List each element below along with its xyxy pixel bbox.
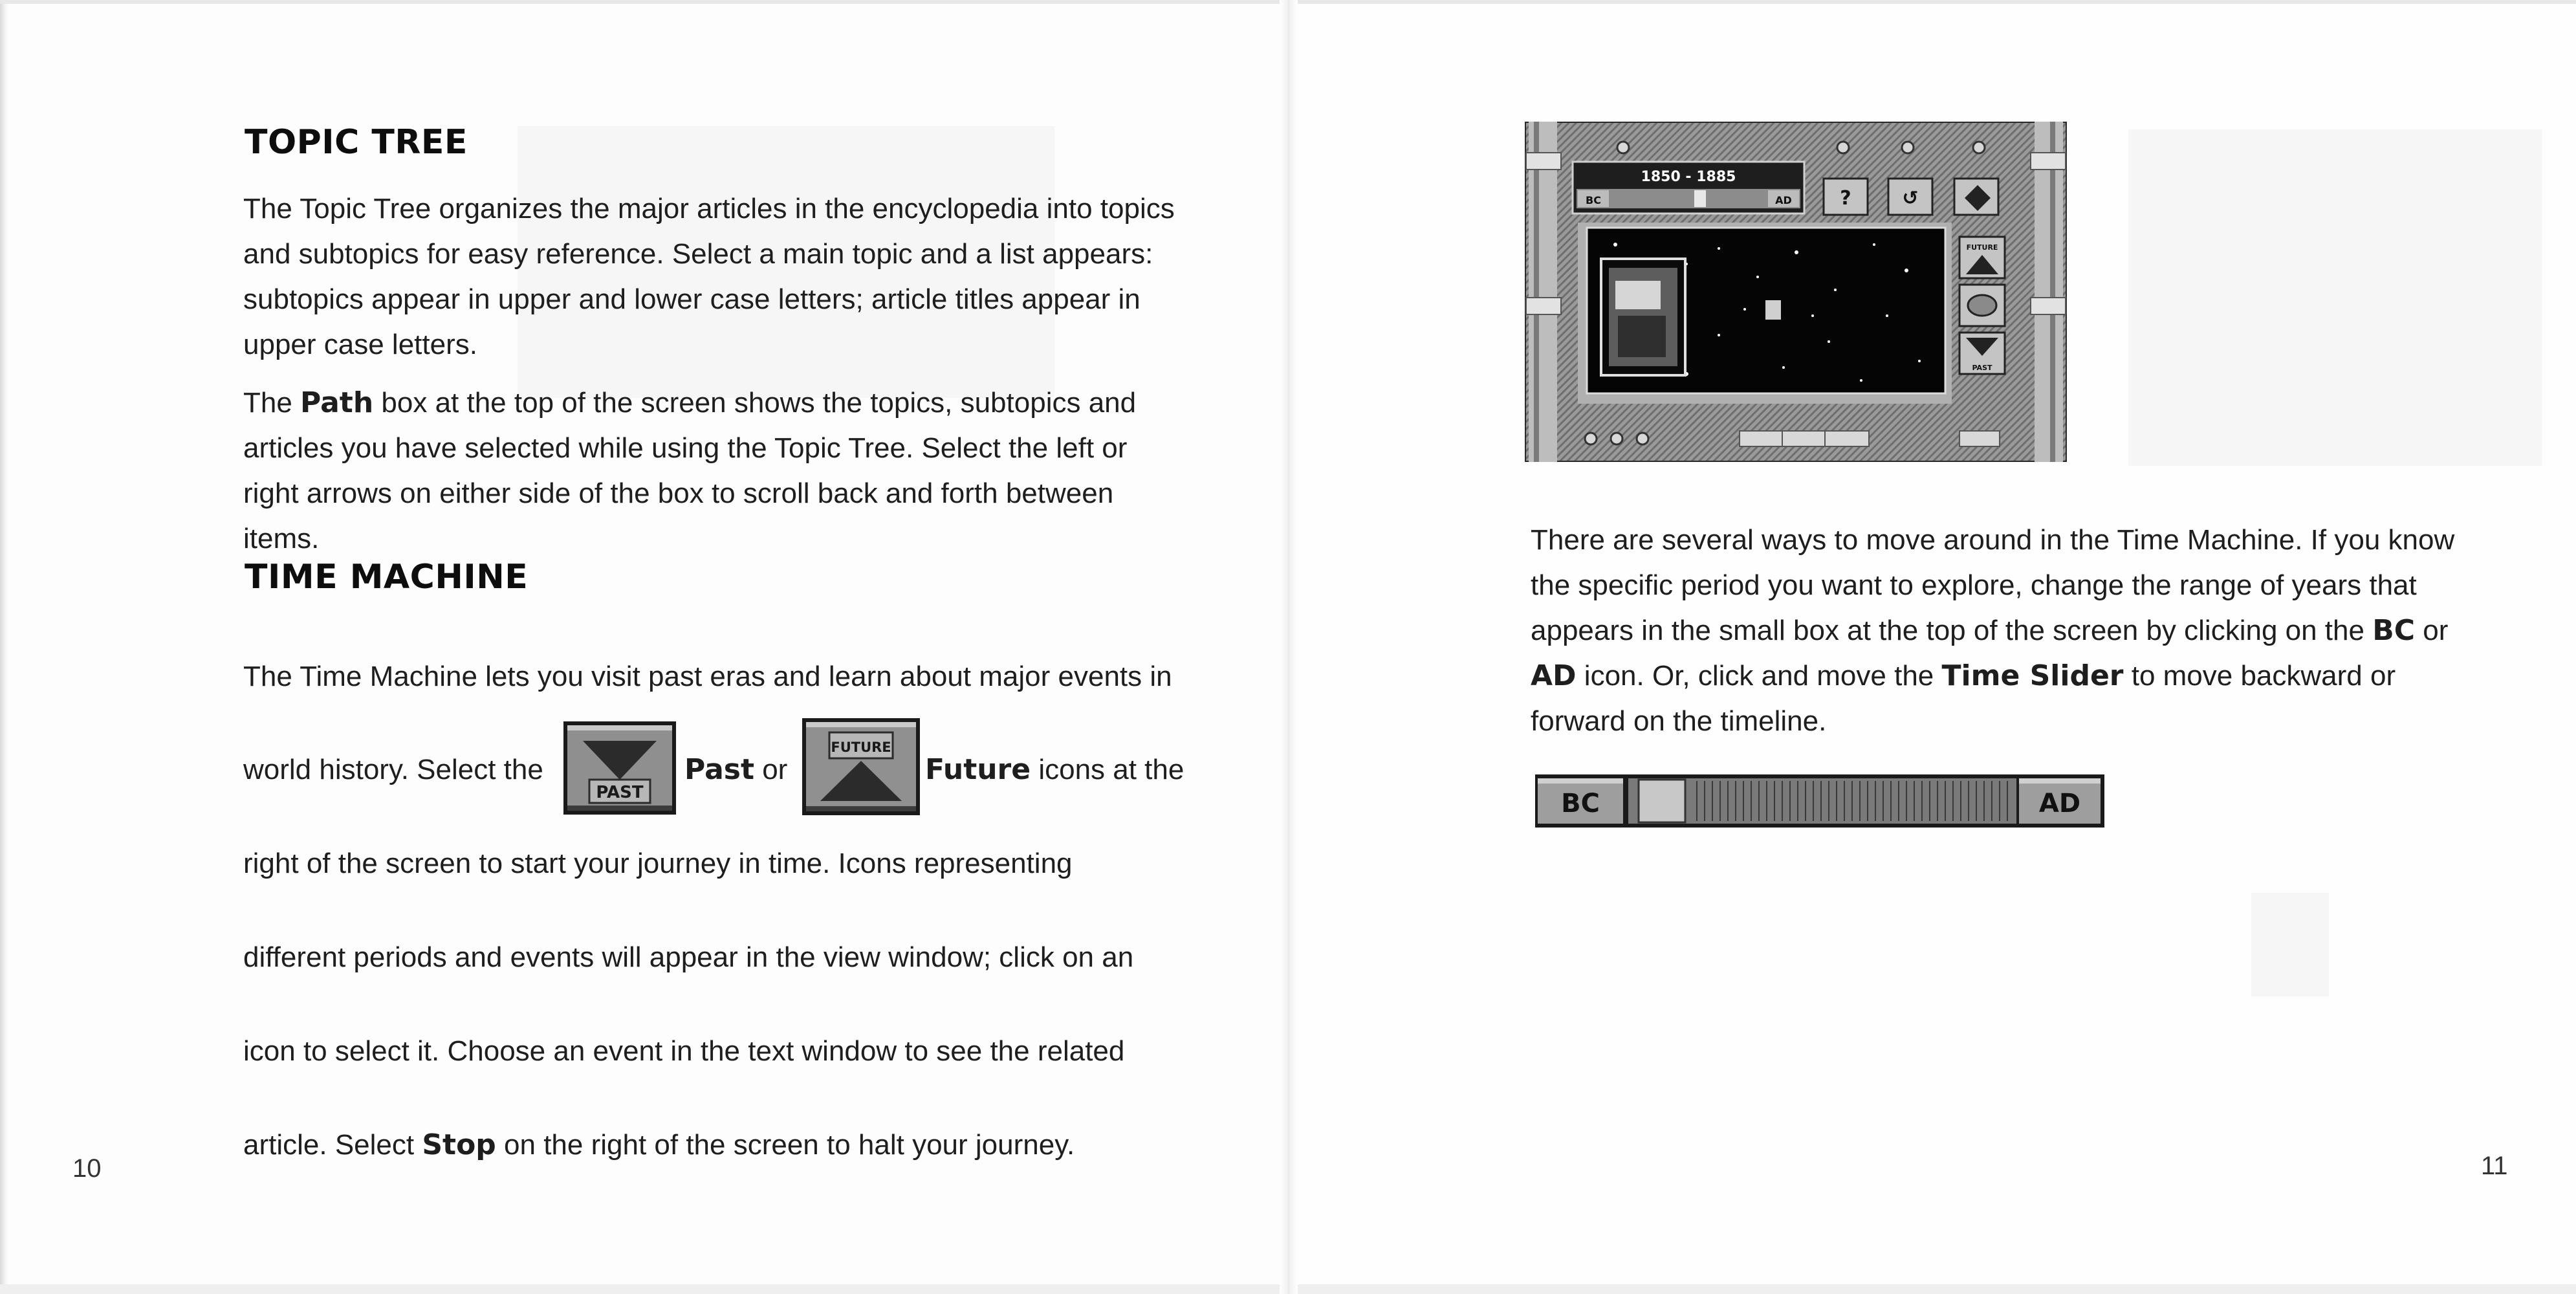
topic-tree-paragraph-2 [243,380,1188,562]
svg-text:AD: AD [1775,194,1792,206]
time-machine-line-4: different periods and events will appear in the view window; click on an [243,941,1134,973]
time-machine-right-paragraph [1531,518,2475,744]
time-machine-line-2b [684,752,787,788]
text-run: article. Select [243,1129,422,1161]
page-number-right: 11 [2481,1152,2508,1180]
past-term: Past [684,753,754,786]
svg-text:FUTURE: FUTURE [831,740,891,755]
svg-text:BC: BC [1586,194,1601,206]
svg-text:BC: BC [1561,789,1600,818]
future-icon [802,718,920,815]
time-machine-line-1: The Time Machine lets you visit past eras and learn about major events in [243,661,1172,692]
text-run: The [243,387,301,419]
book-gutter [1280,0,1298,1294]
time-machine-screenshot [1525,122,2067,462]
text-run: world history. Select the [243,754,543,785]
text-run: to move backward or forward on the timeline. [1531,660,2396,737]
page-edge [0,0,9,1294]
stop-term: Stop [422,1128,496,1161]
text-run: icons at the [1031,754,1184,785]
time-machine-line-2c [925,752,1184,788]
time-machine-line-5: icon to select it. Choose an event in the text window to see the related [243,1035,1125,1067]
text-run: There are several ways to move around in the Time Machine. If you know the specific period you want to explore, change the range of years that appears in the small box at the top of the screen by clicking on the [1531,524,2455,646]
svg-text:↺: ↺ [1902,187,1919,210]
topic-tree-heading: TOPIC TREE [245,123,468,162]
text-run: or [754,754,788,785]
svg-text:AD: AD [2038,789,2081,818]
text-run: on the right of the screen to halt your journey. [496,1129,1075,1161]
text-run: box at the top of the screen shows the topics, subtopics and articles you have selected while using the Topic Tree. Select the left or right arrows on either side of the box to scroll back and forth between items. [243,387,1137,554]
ad-term: AD [1531,659,1577,692]
time-slider-illustration [1535,774,2104,828]
time-machine-heading: TIME MACHINE [245,558,529,597]
time-machine-line-6 [243,1127,1188,1163]
topic-tree-paragraph-1: The Topic Tree organizes the major articles in the encyclopedia into topics and subtopics for easy reference. Select a main topic and a list appears: subtopics appear in upper and lower case letters; article titles appear in upper case letters. [243,193,1175,360]
future-term: Future [925,753,1031,786]
show-through [2251,893,2329,996]
svg-text:FUTURE: FUTURE [1966,243,1998,252]
bc-term: BC [2372,614,2416,647]
past-icon [563,721,676,815]
svg-text:PAST: PAST [596,783,644,802]
show-through [2128,129,2542,466]
svg-text:1850 - 1885: 1850 - 1885 [1641,169,1736,185]
page-number-left: 10 [72,1154,102,1183]
time-machine-line-3: right of the screen to start your journey in time. Icons representing [243,848,1073,879]
svg-text:PAST: PAST [1972,364,1992,372]
text-run: or [2415,615,2449,646]
time-slider-term: Time Slider [1941,659,2124,692]
svg-text:?: ? [1840,187,1851,210]
text-run: icon. Or, click and move the [1576,660,1942,692]
path-term: Path [300,386,374,419]
